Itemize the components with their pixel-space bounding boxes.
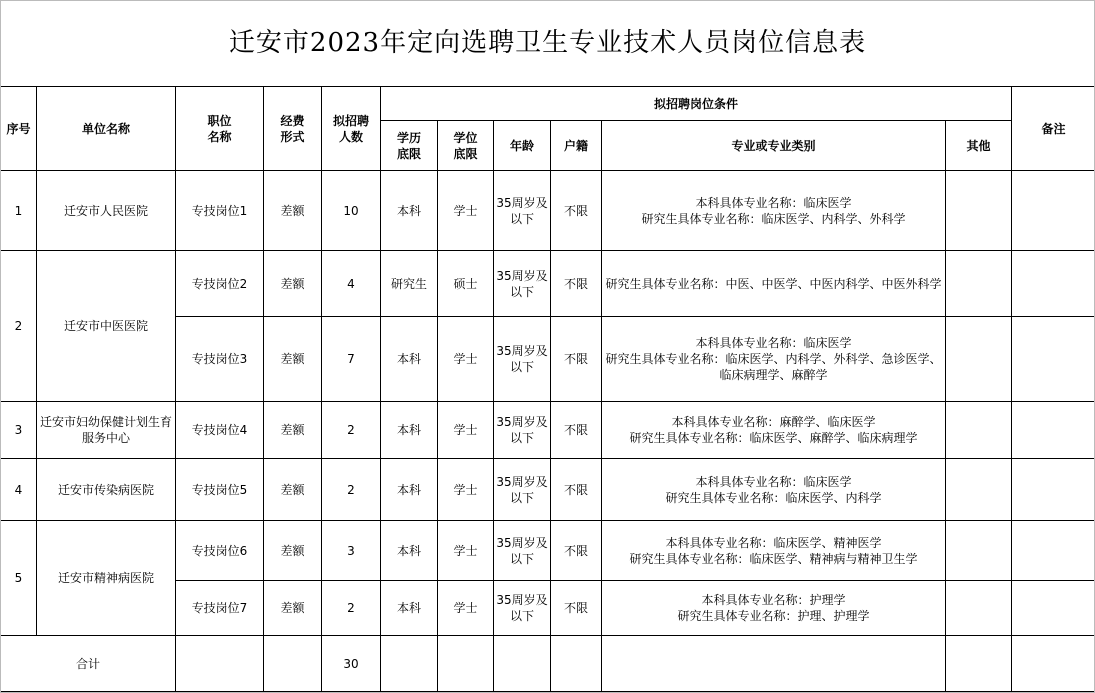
funding-cell: 差额: [264, 521, 322, 581]
other-cell: [946, 459, 1012, 521]
post-info-table: [0, 86, 1095, 692]
header-count: 拟招聘 人数: [322, 87, 381, 171]
seq-cell: 1: [1, 171, 37, 251]
header-age: 年龄: [494, 121, 551, 171]
major-line: 本科具体专业名称：临床医学: [695, 336, 852, 350]
count-cell: 7: [322, 317, 381, 402]
total-empty: [494, 636, 551, 692]
degree-cell: 学士: [438, 459, 494, 521]
major-line: 本科具体专业名称：临床医学: [695, 195, 852, 210]
total-empty: [176, 636, 264, 692]
age-cell: 35周岁及以下: [494, 402, 551, 459]
post-cell: 专技岗位2: [176, 251, 264, 317]
total-count: 30: [322, 636, 381, 692]
count-cell: 3: [322, 521, 381, 581]
hukou-cell: 不限: [551, 317, 602, 402]
post-cell: 专技岗位1: [176, 171, 264, 251]
major-cell: [602, 521, 946, 581]
education-cell: 本科: [381, 171, 438, 251]
remark-cell: [1012, 251, 1095, 317]
education-cell: 本科: [381, 402, 438, 459]
hukou-cell: 不限: [551, 171, 602, 251]
degree-cell: 硕士: [438, 251, 494, 317]
funding-cell: 差额: [264, 459, 322, 521]
unit-cell: 迁安市人民医院: [37, 171, 176, 251]
remark-cell: [1012, 171, 1095, 251]
post-cell: 专技岗位4: [176, 402, 264, 459]
funding-cell: 差额: [264, 402, 322, 459]
major-line: 研究生具体专业名称：护理、护理学: [677, 609, 870, 623]
total-empty: [946, 636, 1012, 692]
total-empty: [551, 636, 602, 692]
header-unit: 单位名称: [37, 87, 176, 171]
education-cell: 本科: [381, 317, 438, 402]
funding-cell: 差额: [264, 317, 322, 402]
degree-cell: 学士: [438, 171, 494, 251]
other-cell: [946, 251, 1012, 317]
degree-cell: 学士: [438, 581, 494, 636]
unit-cell: 迁安市精神病医院: [37, 521, 176, 636]
degree-cell: 学士: [438, 317, 494, 402]
table-row: [1, 402, 1095, 459]
other-cell: [946, 317, 1012, 402]
major-line: 研究生具体专业名称：临床医学、内科学: [665, 490, 882, 505]
age-cell: 35周岁及以下: [494, 459, 551, 521]
major-cell: [602, 171, 946, 251]
hukou-cell: 不限: [551, 521, 602, 581]
remark-cell: [1012, 317, 1095, 402]
header-other: 其他: [946, 121, 1012, 171]
header-funding: 经费 形式: [264, 87, 322, 171]
major-cell: [602, 251, 946, 317]
seq-cell: 5: [1, 521, 37, 636]
major-cell: [602, 402, 946, 459]
total-empty: [438, 636, 494, 692]
other-cell: [946, 402, 1012, 459]
remark-cell: [1012, 402, 1095, 459]
total-empty: [1012, 636, 1095, 692]
count-cell: 2: [322, 402, 381, 459]
major-cell: [602, 317, 946, 402]
header-major: 专业或专业类别: [602, 121, 946, 171]
count-cell: 4: [322, 251, 381, 317]
age-cell: 35周岁及以下: [494, 521, 551, 581]
age-cell: 35周岁及以下: [494, 581, 551, 636]
header-education: 学历 底限: [381, 121, 438, 171]
post-cell: 专技岗位3: [176, 317, 264, 402]
age-cell: 35周岁及以下: [494, 317, 551, 402]
major-line: 研究生具体专业名称：临床医学、内科学、外科学: [641, 211, 906, 226]
education-cell: 本科: [381, 581, 438, 636]
table-row: [1, 251, 1095, 317]
unit-cell: 迁安市中医医院: [37, 251, 176, 402]
age-cell: 35周岁及以下: [494, 171, 551, 251]
header-degree: 学位 底限: [438, 121, 494, 171]
education-cell: 研究生: [381, 251, 438, 317]
funding-cell: 差额: [264, 251, 322, 317]
post-cell: 专技岗位5: [176, 459, 264, 521]
post-cell: 专技岗位7: [176, 581, 264, 636]
hukou-cell: 不限: [551, 581, 602, 636]
age-cell: 35周岁及以下: [494, 251, 551, 317]
header-hukou: 户籍: [551, 121, 602, 171]
degree-cell: 学士: [438, 521, 494, 581]
unit-cell: 迁安市传染病医院: [37, 459, 176, 521]
other-cell: [946, 581, 1012, 636]
table-row: [1, 171, 1095, 251]
seq-cell: 4: [1, 459, 37, 521]
major-line: 本科具体专业名称：临床医学、精神医学: [665, 535, 882, 550]
remark-cell: [1012, 521, 1095, 581]
hukou-cell: 不限: [551, 251, 602, 317]
remark-cell: [1012, 459, 1095, 521]
header-post: 职位 名称: [176, 87, 264, 171]
degree-cell: 学士: [438, 402, 494, 459]
funding-cell: 差额: [264, 171, 322, 251]
total-empty: [264, 636, 322, 692]
post-cell: 专技岗位6: [176, 521, 264, 581]
major-line: 本科具体专业名称：临床医学: [695, 474, 852, 489]
seq-cell: 3: [1, 402, 37, 459]
education-cell: 本科: [381, 459, 438, 521]
seq-cell: 2: [1, 251, 37, 402]
major-line: 研究生具体专业名称：中医、中医学、中医内科学、中医外科学: [605, 276, 942, 291]
count-cell: 2: [322, 459, 381, 521]
funding-cell: 差额: [264, 581, 322, 636]
education-cell: 本科: [381, 521, 438, 581]
page-title: 迁安市2023年定向选聘卫生专业技术人员岗位信息表: [228, 28, 867, 58]
header-remark: 备注: [1012, 87, 1095, 171]
count-cell: 10: [322, 171, 381, 251]
major-line: 本科具体专业名称：麻醉学、临床医学: [671, 415, 876, 429]
major-line: 研究生具体专业名称：临床医学、麻醉学、临床病理学: [629, 431, 918, 445]
unit-cell: 迁安市妇幼保健计划生育服务中心: [37, 402, 176, 459]
header-row-1: [1, 87, 1095, 121]
header-seq: 序号: [1, 87, 37, 171]
other-cell: [946, 521, 1012, 581]
major-line: 研究生具体专业名称：临床医学、内科学、外科学、急诊医学、临床病理学、麻醉学: [605, 352, 942, 382]
major-cell: [602, 459, 946, 521]
count-cell: 2: [322, 581, 381, 636]
total-row: [1, 636, 1095, 692]
total-empty: [381, 636, 438, 692]
header-conditions: 拟招聘岗位条件: [381, 87, 1012, 121]
hukou-cell: 不限: [551, 459, 602, 521]
major-cell: [602, 581, 946, 636]
table-row: [1, 521, 1095, 581]
table-row: [1, 459, 1095, 521]
other-cell: [946, 171, 1012, 251]
hukou-cell: 不限: [551, 402, 602, 459]
major-line: 本科具体专业名称：护理学: [701, 593, 846, 607]
major-line: 研究生具体专业名称：临床医学、精神病与精神卫生学: [629, 551, 918, 566]
total-empty: [602, 636, 946, 692]
remark-cell: [1012, 581, 1095, 636]
total-label: 合计: [1, 636, 176, 692]
